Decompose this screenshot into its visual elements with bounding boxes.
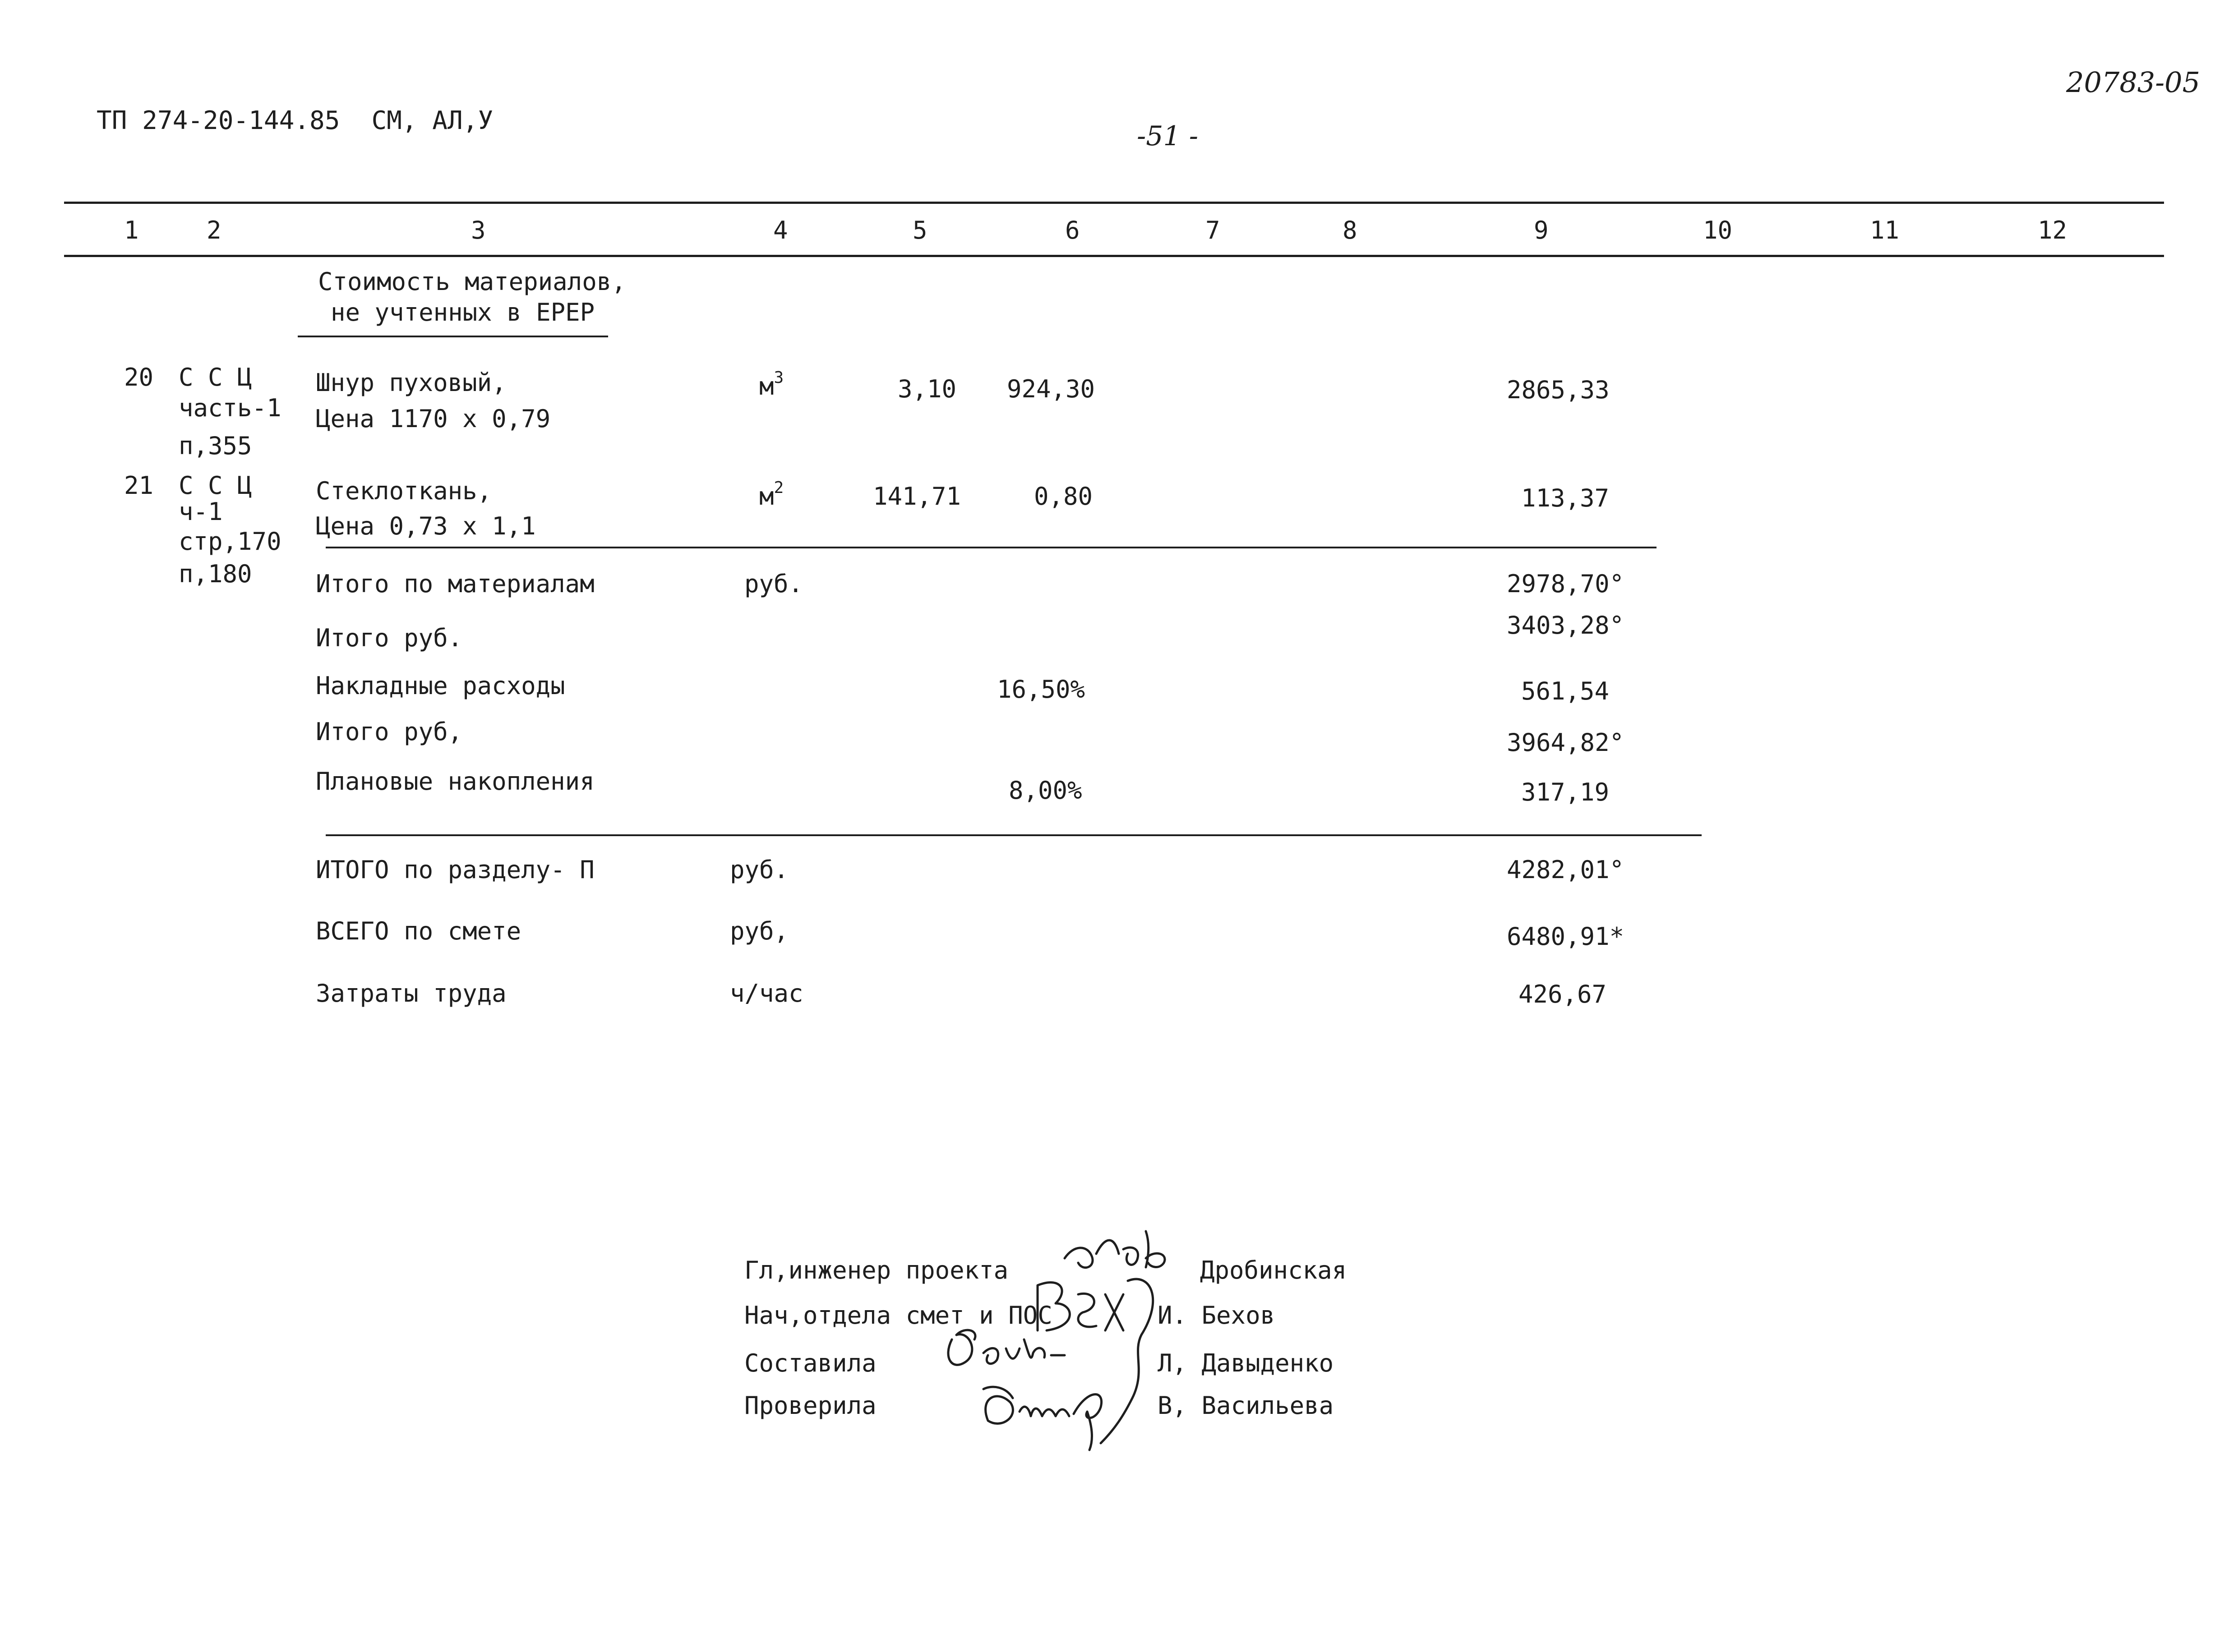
row-code: С С Ц [179,471,252,500]
column-header: 11 [1870,216,1900,244]
final-unit: руб, [730,917,789,945]
summary-percent: 16,50% [997,675,1085,704]
archive-number: 20783-05 [2066,66,2201,99]
row-unit: $м^2$ [759,479,784,511]
final-label: ВСЕГО по смете [316,917,521,945]
summary-total: 3964,82° [1507,728,1624,757]
row-quantity: 141,71 [873,482,961,511]
column-header: 2 [207,216,221,244]
signatory-name: И. Бехов [1158,1301,1275,1330]
row-code: стр,170 [179,527,281,556]
row-name: Шнур пуховый, [316,368,507,397]
signature-title: Гл,инженер проекта [744,1256,1009,1284]
signature-title: Составила [744,1349,877,1377]
row-code: п,180 [179,560,252,588]
column-header: 4 [773,216,788,244]
column-header: 12 [2038,216,2067,244]
row-code: п,355 [179,432,252,460]
summary-total: 2978,70° [1507,570,1624,598]
final-unit: ч/час [730,979,803,1008]
column-header: 8 [1343,216,1357,244]
summary-total: 3403,28° [1507,611,1624,640]
column-header: 5 [913,216,928,244]
row-number: 20 [124,363,154,391]
signatory-name: В, Васильева [1158,1391,1334,1420]
row-code: С С Ц [179,363,252,391]
materials-subtotal-rule [326,547,1657,548]
row-name: Цена 1170 х 0,79 [316,405,551,433]
signature-vasilyeva [970,1371,1123,1452]
column-header: 10 [1703,216,1733,244]
row-name: Цена 0,73 х 1,1 [316,512,536,540]
signatory-name: Дробинская [1200,1256,1347,1284]
row-code: часть-1 [179,394,281,422]
table-header-rule [64,255,2164,257]
final-total: 4282,01° [1507,856,1624,884]
summary-total: 317,19 [1521,778,1610,806]
page-number: -51 - [1137,120,1198,152]
summary-label: Накладные расходы [316,672,565,700]
column-header: 7 [1205,216,1220,244]
final-total: 426,67 [1518,980,1607,1008]
summary-percent: 8,00% [1009,776,1082,805]
section-title-underline [298,336,608,337]
row-price: 924,30 [1007,375,1095,403]
row-price: 0,80 [1034,482,1093,511]
final-label: ИТОГО по разделу- П [316,856,595,884]
document-code: ТП 274-20-144.85 СМ, АЛ,У [97,106,494,135]
summary-total: 561,54 [1521,677,1610,705]
row-code: ч-1 [179,497,223,526]
summary-label: Итого руб, [316,718,463,746]
column-header: 1 [124,216,139,244]
row-total: 2865,33 [1507,376,1610,404]
signatory-name: Л, Давыденко [1158,1349,1334,1377]
column-header: 3 [471,216,486,244]
row-quantity: 3,10 [898,375,957,403]
summary-label: Плановые накопления [316,767,595,796]
row-number: 21 [124,471,154,500]
row-name: Стеклоткань, [316,477,492,505]
final-unit: руб. [730,856,789,884]
signature-title: Проверила [744,1391,877,1420]
final-label: Затраты труда [316,979,507,1008]
column-header: 6 [1065,216,1080,244]
section-total-rule [326,834,1702,836]
signature-davydenko [934,1321,1069,1376]
final-total: 6480,91* [1507,922,1624,951]
summary-label: Итого по материалам [316,570,595,598]
column-header: 9 [1534,216,1549,244]
row-total: 113,37 [1521,484,1610,512]
summary-unit: руб. [744,570,803,598]
table-top-rule [64,202,2164,204]
row-unit: $м^3$ [759,368,784,400]
signature-title: Нач,отдела смет и ПОС [744,1301,1052,1330]
summary-label: Итого руб. [316,624,463,652]
